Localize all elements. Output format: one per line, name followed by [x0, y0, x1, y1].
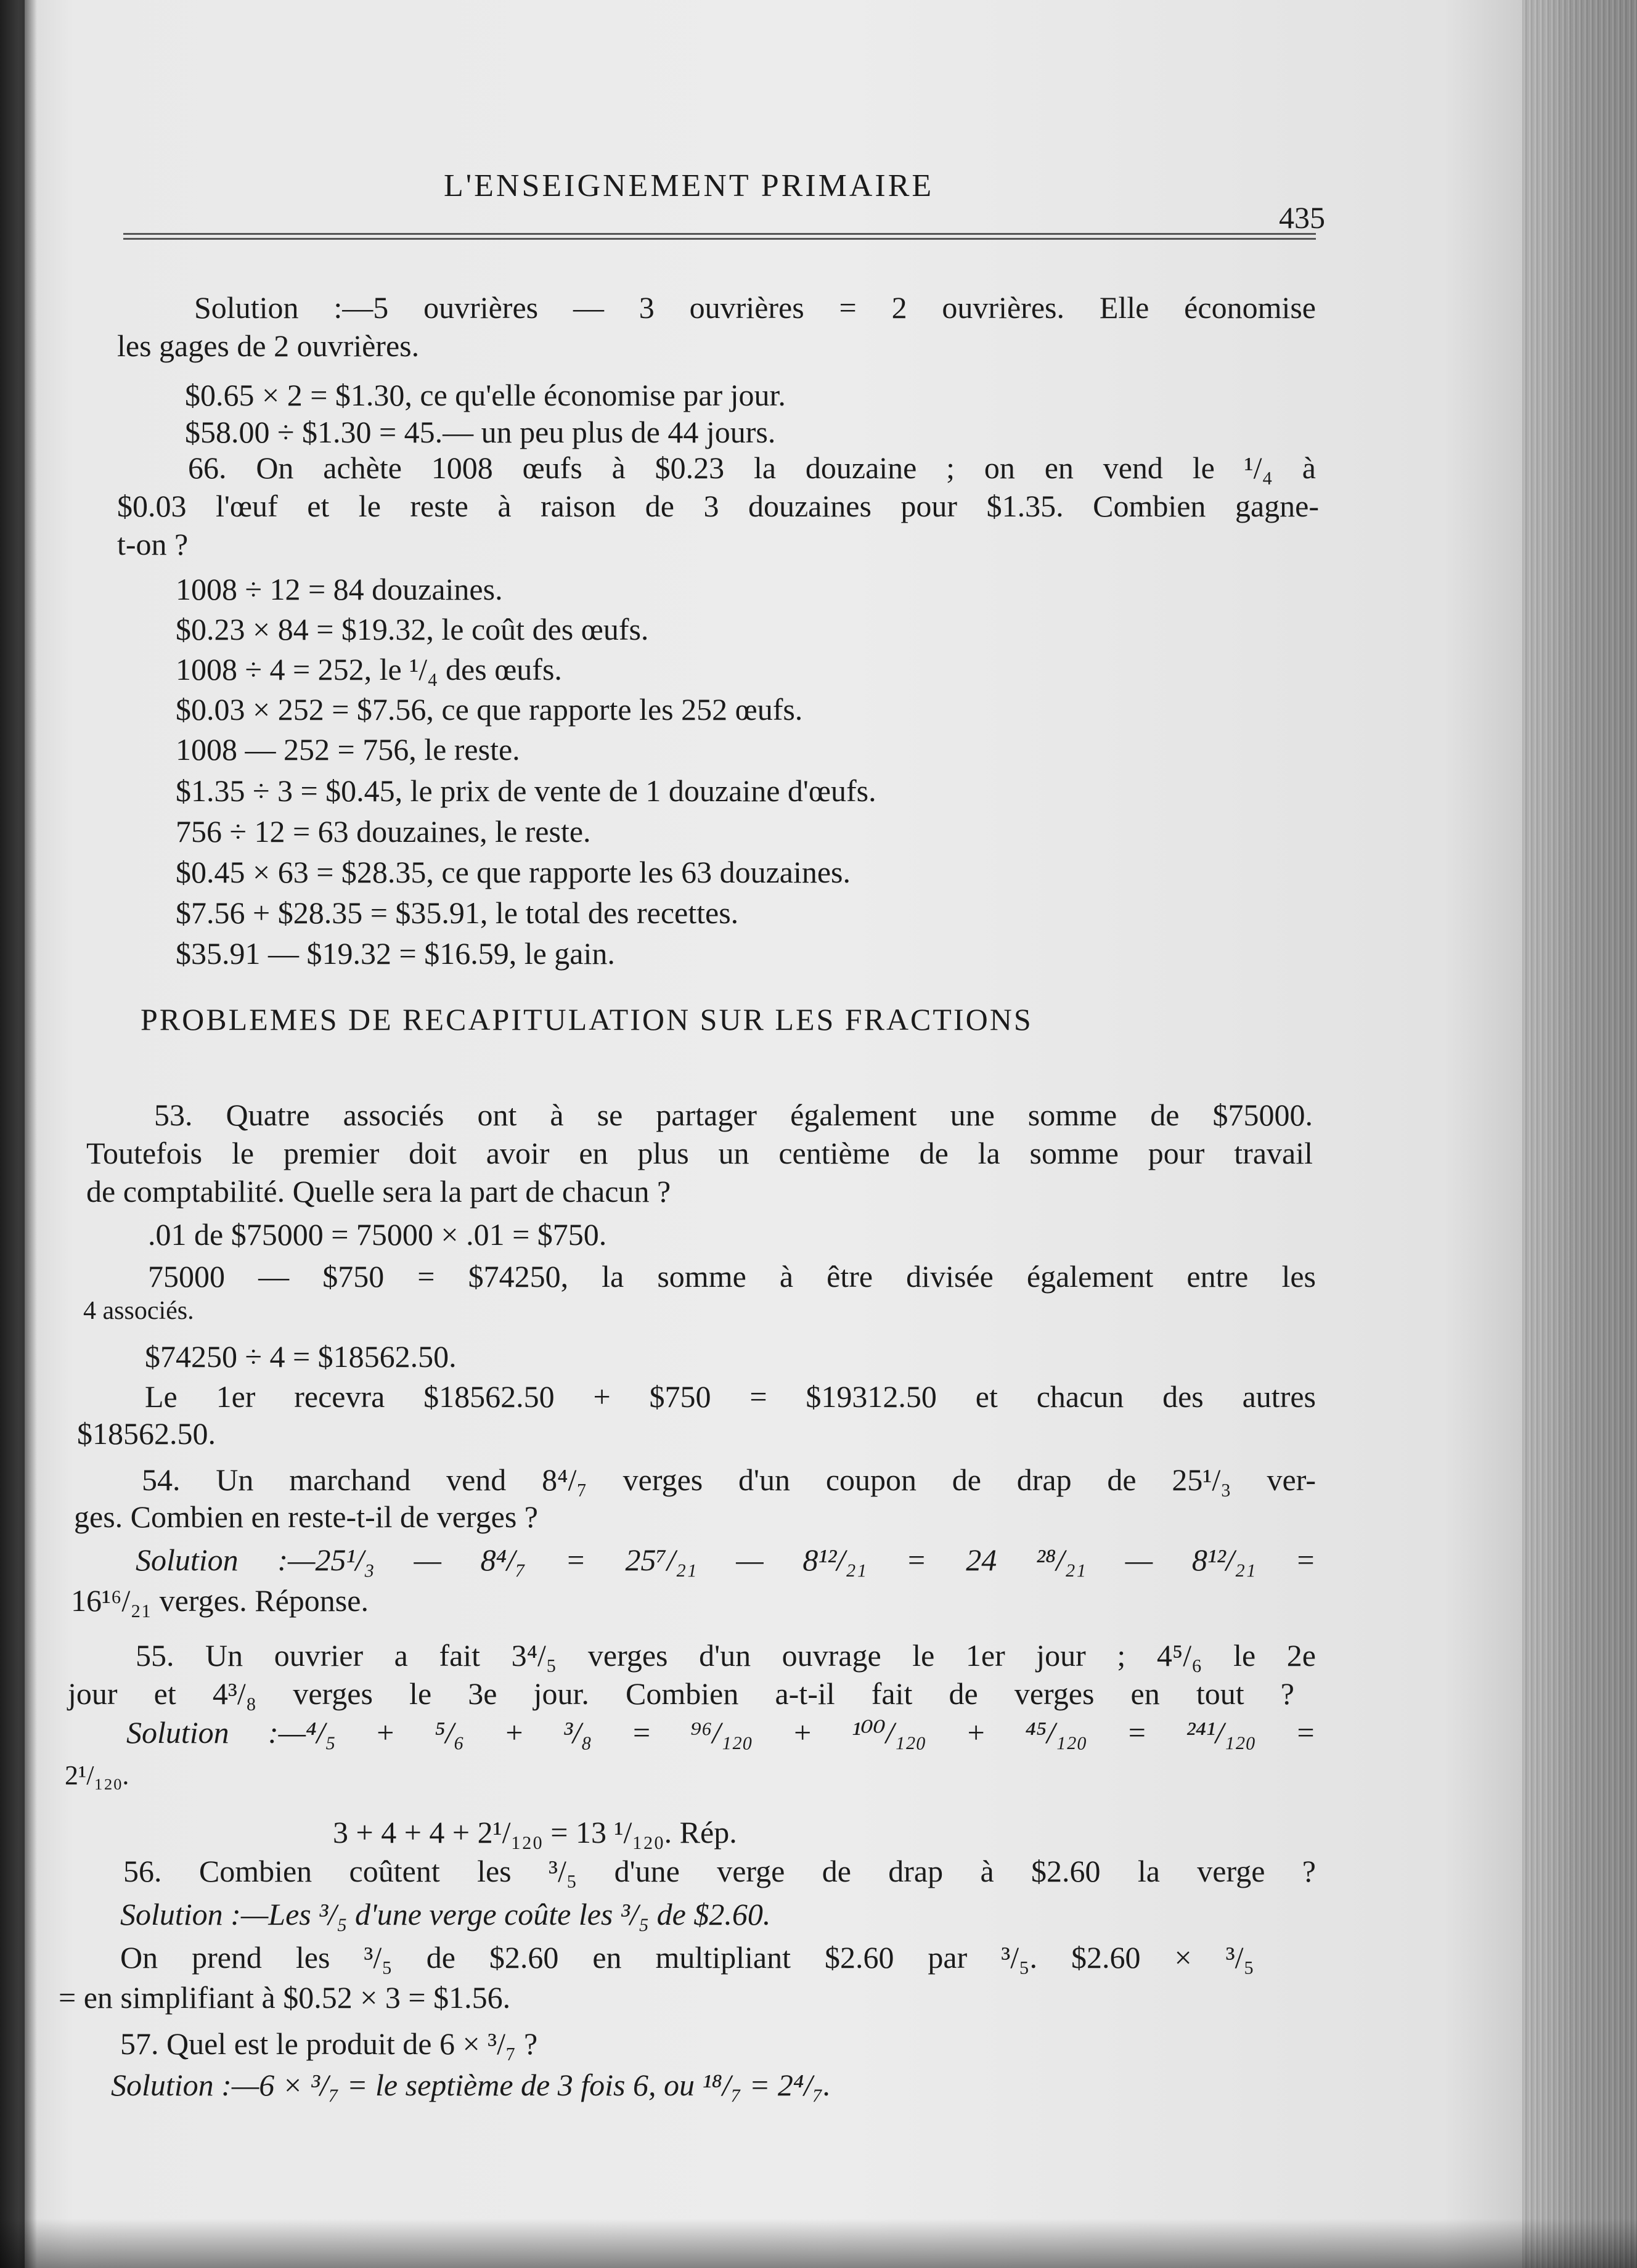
header-rule-top — [123, 233, 1316, 235]
calc-line: $0.45 × 63 = $28.35, ce que rapporte les 63 douzaines. — [176, 855, 851, 889]
calc-line: $0.23 × 84 = $19.32, le coût des œufs. — [176, 612, 649, 647]
solution-line: Solution :—6 × ³/₇ = le septième de 3 fois 6, ou ¹⁸/₇ = 2⁴/₇. — [111, 2068, 831, 2102]
calc-line: 1008 ÷ 4 = 252, le ¹/₄ des œufs. — [176, 652, 562, 687]
text-line: jour et 4³/₈ verges le 3e jour. Combien a-t-il fait de verges en tout ? — [68, 1676, 1294, 1711]
text-line: $0.65 × 2 = $1.30, ce qu'elle économise par jour. — [185, 378, 786, 412]
calc-line: 756 ÷ 12 = 63 douzaines, le reste. — [176, 814, 591, 849]
text-line: On prend les ³/₅ de $2.60 en multipliant $2.60 par ³/₅. $2.60 × ³/₅ — [120, 1940, 1254, 1975]
calc-line: 1008 ÷ 12 = 84 douzaines. — [176, 572, 503, 606]
running-header — [117, 168, 1325, 235]
result-line: 3 + 4 + 4 + 2¹/₁₂₀ = 13 ¹/₁₂₀. Rép. — [333, 1815, 737, 1850]
text-line: 4 associés. — [83, 1297, 194, 1325]
text-line: t-on ? — [117, 527, 189, 561]
running-title: L'ENSEIGNEMENT PRIMAIRE — [444, 168, 934, 203]
section-title: PROBLEMES DE RECAPITULATION SUR LES FRACTIONS — [141, 1002, 1033, 1037]
solution-line: Solution :—Les ³/₅ d'une verge coûte les ³/₅ de $2.60. — [120, 1897, 771, 1931]
page-number: 435 — [1279, 200, 1325, 235]
calc-line: 1008 — 252 = 756, le reste. — [176, 732, 520, 767]
text-line: de comptabilité. Quelle sera la part de chacun ? — [86, 1174, 671, 1209]
text-line: $18562.50. — [77, 1416, 216, 1451]
text-line: Solution :—5 ouvrières — 3 ouvrières = 2 ouvrières. Elle économise — [194, 290, 1316, 325]
text-line: $0.03 l'œuf et le reste à raison de 3 douzaines pour $1.35. Combien gagne- — [117, 489, 1319, 523]
calc-line: $35.91 — $19.32 = $16.59, le gain. — [176, 936, 615, 971]
text-line: Toutefois le premier doit avoir en plus un centième de la somme pour travail — [86, 1136, 1313, 1170]
text-line: ges. Combien en reste-t-il de verges ? — [74, 1499, 539, 1534]
text-line: 2¹/₁₂₀. — [65, 1760, 129, 1790]
problem-55: 55. Un ouvrier a fait 3⁴/₅ verges d'un ouvrage le 1er jour ; 4⁵/₆ le 2e — [136, 1638, 1316, 1673]
calc-line: $1.35 ÷ 3 = $0.45, le prix de vente de 1 douzaine d'œufs. — [176, 773, 876, 808]
problem-66: 66. On achète 1008 œufs à $0.23 la douzaine ; on en vend le ¹/₄ à — [188, 451, 1316, 485]
calc-line: 75000 — $750 = $74250, la somme à être divisée également entre les — [148, 1259, 1316, 1294]
header-rule-bottom — [123, 238, 1316, 240]
calc-line: $74250 ÷ 4 = $18562.50. — [145, 1339, 457, 1374]
text-line: 16¹⁶/₂₁ verges. Réponse. — [71, 1583, 369, 1618]
calc-line: $7.56 + $28.35 = $35.91, le total des recettes. — [176, 895, 739, 930]
problem-56: 56. Combien coûtent les ³/₅ d'une verge de drap à $2.60 la verge ? — [123, 1854, 1316, 1888]
calc-line: .01 de $75000 = 75000 × .01 = $750. — [148, 1217, 607, 1252]
text-line: les gages de 2 ouvrières. — [117, 328, 420, 363]
solution-line: Solution :—25¹/₃ — 8⁴/₇ = 25⁷/₂₁ — 8¹²/₂₁ = 24 ²⁸/₂₁ — 8¹²/₂₁ = — [136, 1543, 1316, 1577]
problem-53: 53. Quatre associés ont à se partager également une somme de $75000. — [154, 1098, 1313, 1132]
problem-57: 57. Quel est le produit de 6 × ³/₇ ? — [120, 2026, 538, 2061]
calc-line: $0.03 × 252 = $7.56, ce que rapporte les 252 œufs. — [176, 692, 803, 727]
problem-54: 54. Un marchand vend 8⁴/₇ verges d'un coupon de drap de 25¹/₃ ver- — [142, 1462, 1316, 1497]
text-line: $58.00 ÷ $1.30 = 45.— un peu plus de 44 jours. — [185, 415, 776, 449]
text-line: = en simplifiant à $0.52 × 3 = $1.56. — [59, 1980, 511, 2015]
solution-line: Solution :—⁴/₅ + ⁵/₆ + ³/₈ = ⁹⁶/₁₂₀ + ¹⁰⁰/₁₂₀ + ⁴⁵/₁₂₀ = ²⁴¹/₁₂₀ = — [126, 1715, 1316, 1750]
calc-line: Le 1er recevra $18562.50 + $750 = $19312.50 et chacun des autres — [145, 1379, 1316, 1414]
